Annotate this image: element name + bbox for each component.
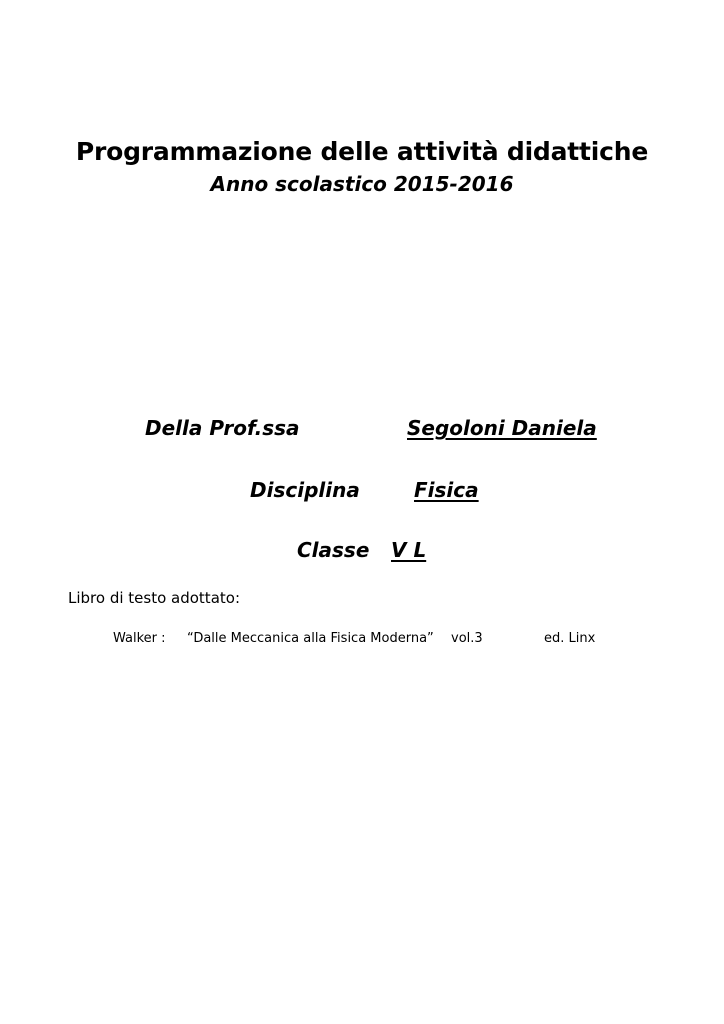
textbook-volume: vol.3	[451, 631, 483, 646]
textbook-author: Walker :	[113, 631, 166, 646]
subject-label: Disciplina	[250, 478, 360, 502]
textbook-heading: Libro di testo adottato:	[68, 589, 240, 607]
textbook-publisher: ed. Linx	[544, 631, 596, 646]
class-value: V L	[391, 538, 427, 562]
teacher-label: Della Prof.ssa	[145, 416, 300, 440]
textbook-title: “Dalle Meccanica alla Fisica Moderna”	[187, 631, 434, 646]
class-label: Classe	[297, 538, 370, 562]
document-title: Programmazione delle attività didattiche	[75, 137, 649, 166]
school-year: Anno scolastico 2015-2016	[210, 172, 514, 196]
teacher-name: Segoloni Daniela	[407, 416, 597, 440]
subject-value: Fisica	[414, 478, 479, 502]
